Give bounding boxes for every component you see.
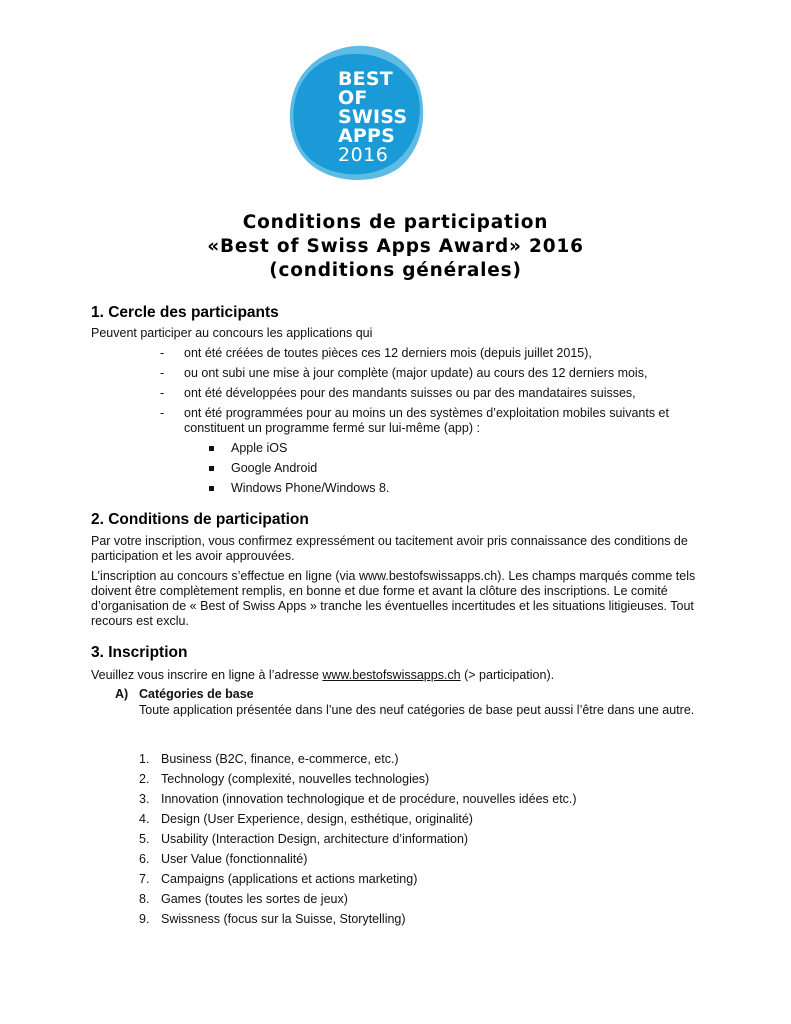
category-number: 2. <box>139 772 150 786</box>
list-item-text: ont été créées de toutes pièces ces 12 derniers mois (depuis juillet 2015), <box>184 346 592 360</box>
logo-line: APPS <box>338 125 396 147</box>
list-item-text: ont été développées pour des mandants suisses ou par des mandataires suisses, <box>184 386 636 400</box>
platform-name: Google Android <box>231 461 318 475</box>
platform-name: Apple iOS <box>231 441 288 455</box>
category-text: User Value (fonctionnalité) <box>161 852 308 866</box>
category-text: Innovation (innovation technologique et de procédure, nouvelles idées etc.) <box>161 792 577 806</box>
category-text: Technology (complexité, nouvelles technologies) <box>161 772 430 786</box>
category-number: 7. <box>139 872 150 886</box>
category-text: Design (User Experience, design, esthétique, originalité) <box>161 812 473 826</box>
section-3-intro <box>91 668 701 683</box>
category-number: 8. <box>139 892 150 906</box>
category-text: Games (toutes les sortes de jeux) <box>161 892 348 906</box>
category-number: 5. <box>139 832 150 846</box>
subsection-label: A) <box>115 687 129 701</box>
intro-text: Veuillez vous inscrire en ligne à l’adresse <box>91 668 323 682</box>
section-1-intro: Peuvent participer au concours les applications qui <box>91 326 373 340</box>
subsection-heading: Catégories de base <box>139 687 254 701</box>
category-text: Swissness (focus sur la Suisse, Storytelling) <box>161 912 406 926</box>
section-2-paragraph: Par votre inscription, vous confirmez expressément ou tacitement avoir pris connaissance des conditions de participation et les avoir approuvées. <box>91 534 688 563</box>
website-link[interactable]: www.bestofswissapps.ch <box>322 668 461 682</box>
title-line-1: Conditions de participation <box>242 212 549 233</box>
logo-line: OF <box>338 87 368 109</box>
category-text: Campaigns (applications et actions marketing) <box>161 872 418 886</box>
logo-text <box>338 70 407 165</box>
category-number: 1. <box>139 752 150 766</box>
category-number: 6. <box>139 852 150 866</box>
category-number: 9. <box>139 912 150 926</box>
title-line-3: (conditions générales) <box>269 260 522 281</box>
intro-text-after: (> participation). <box>460 668 555 682</box>
section-2-paragraph: L’inscription au concours s’effectue en ligne (via www.bestofswissapps.ch). Les champs marqués comme tels doivent être complètement remplis, en bonne et due forme et avant la clôture des inscriptions. Le comité d’organisation de « Best of Swiss Apps » tranche les éventuelles incertitudes et les situations litigieuses. Tout recours est exclu. <box>91 569 696 628</box>
square-bullet-icon <box>209 486 214 491</box>
category-text: Business (B2C, finance, e-commerce, etc.) <box>161 752 399 766</box>
list-item-text: ont été programmées pour au moins un des systèmes d’exploitation mobiles suivants et constituent un programme fermé sur lui-même (app) : <box>184 406 669 435</box>
section-2-heading: 2. Conditions de participation <box>91 511 309 528</box>
title-line-2: «Best of Swiss Apps Award» 2016 <box>207 236 584 257</box>
list-item-text: ou ont subi une mise à jour complète (major update) au cours des 12 derniers mois, <box>184 366 648 380</box>
category-text: Usability (Interaction Design, architecture d’information) <box>161 832 469 846</box>
platform-name: Windows Phone/Windows 8. <box>231 481 390 495</box>
category-number: 4. <box>139 812 150 826</box>
logo-line: SWISS <box>338 106 408 128</box>
dash-marker: - <box>160 366 165 380</box>
square-bullet-icon <box>209 446 214 451</box>
logo-year: 2016 <box>338 144 389 166</box>
logo-line: BEST <box>338 68 393 90</box>
document-title <box>0 211 791 283</box>
square-bullet-icon <box>209 466 214 471</box>
section-3-heading: 3. Inscription <box>91 644 188 661</box>
dash-marker: - <box>160 386 165 400</box>
dash-marker: - <box>160 346 165 360</box>
dash-marker: - <box>160 406 165 420</box>
category-number: 3. <box>139 792 150 806</box>
subsection-text: Toute application présentée dans l’une des neuf catégories de base peut aussi l’être dans une autre. <box>139 703 695 717</box>
section-1-heading: 1. Cercle des participants <box>91 304 279 321</box>
